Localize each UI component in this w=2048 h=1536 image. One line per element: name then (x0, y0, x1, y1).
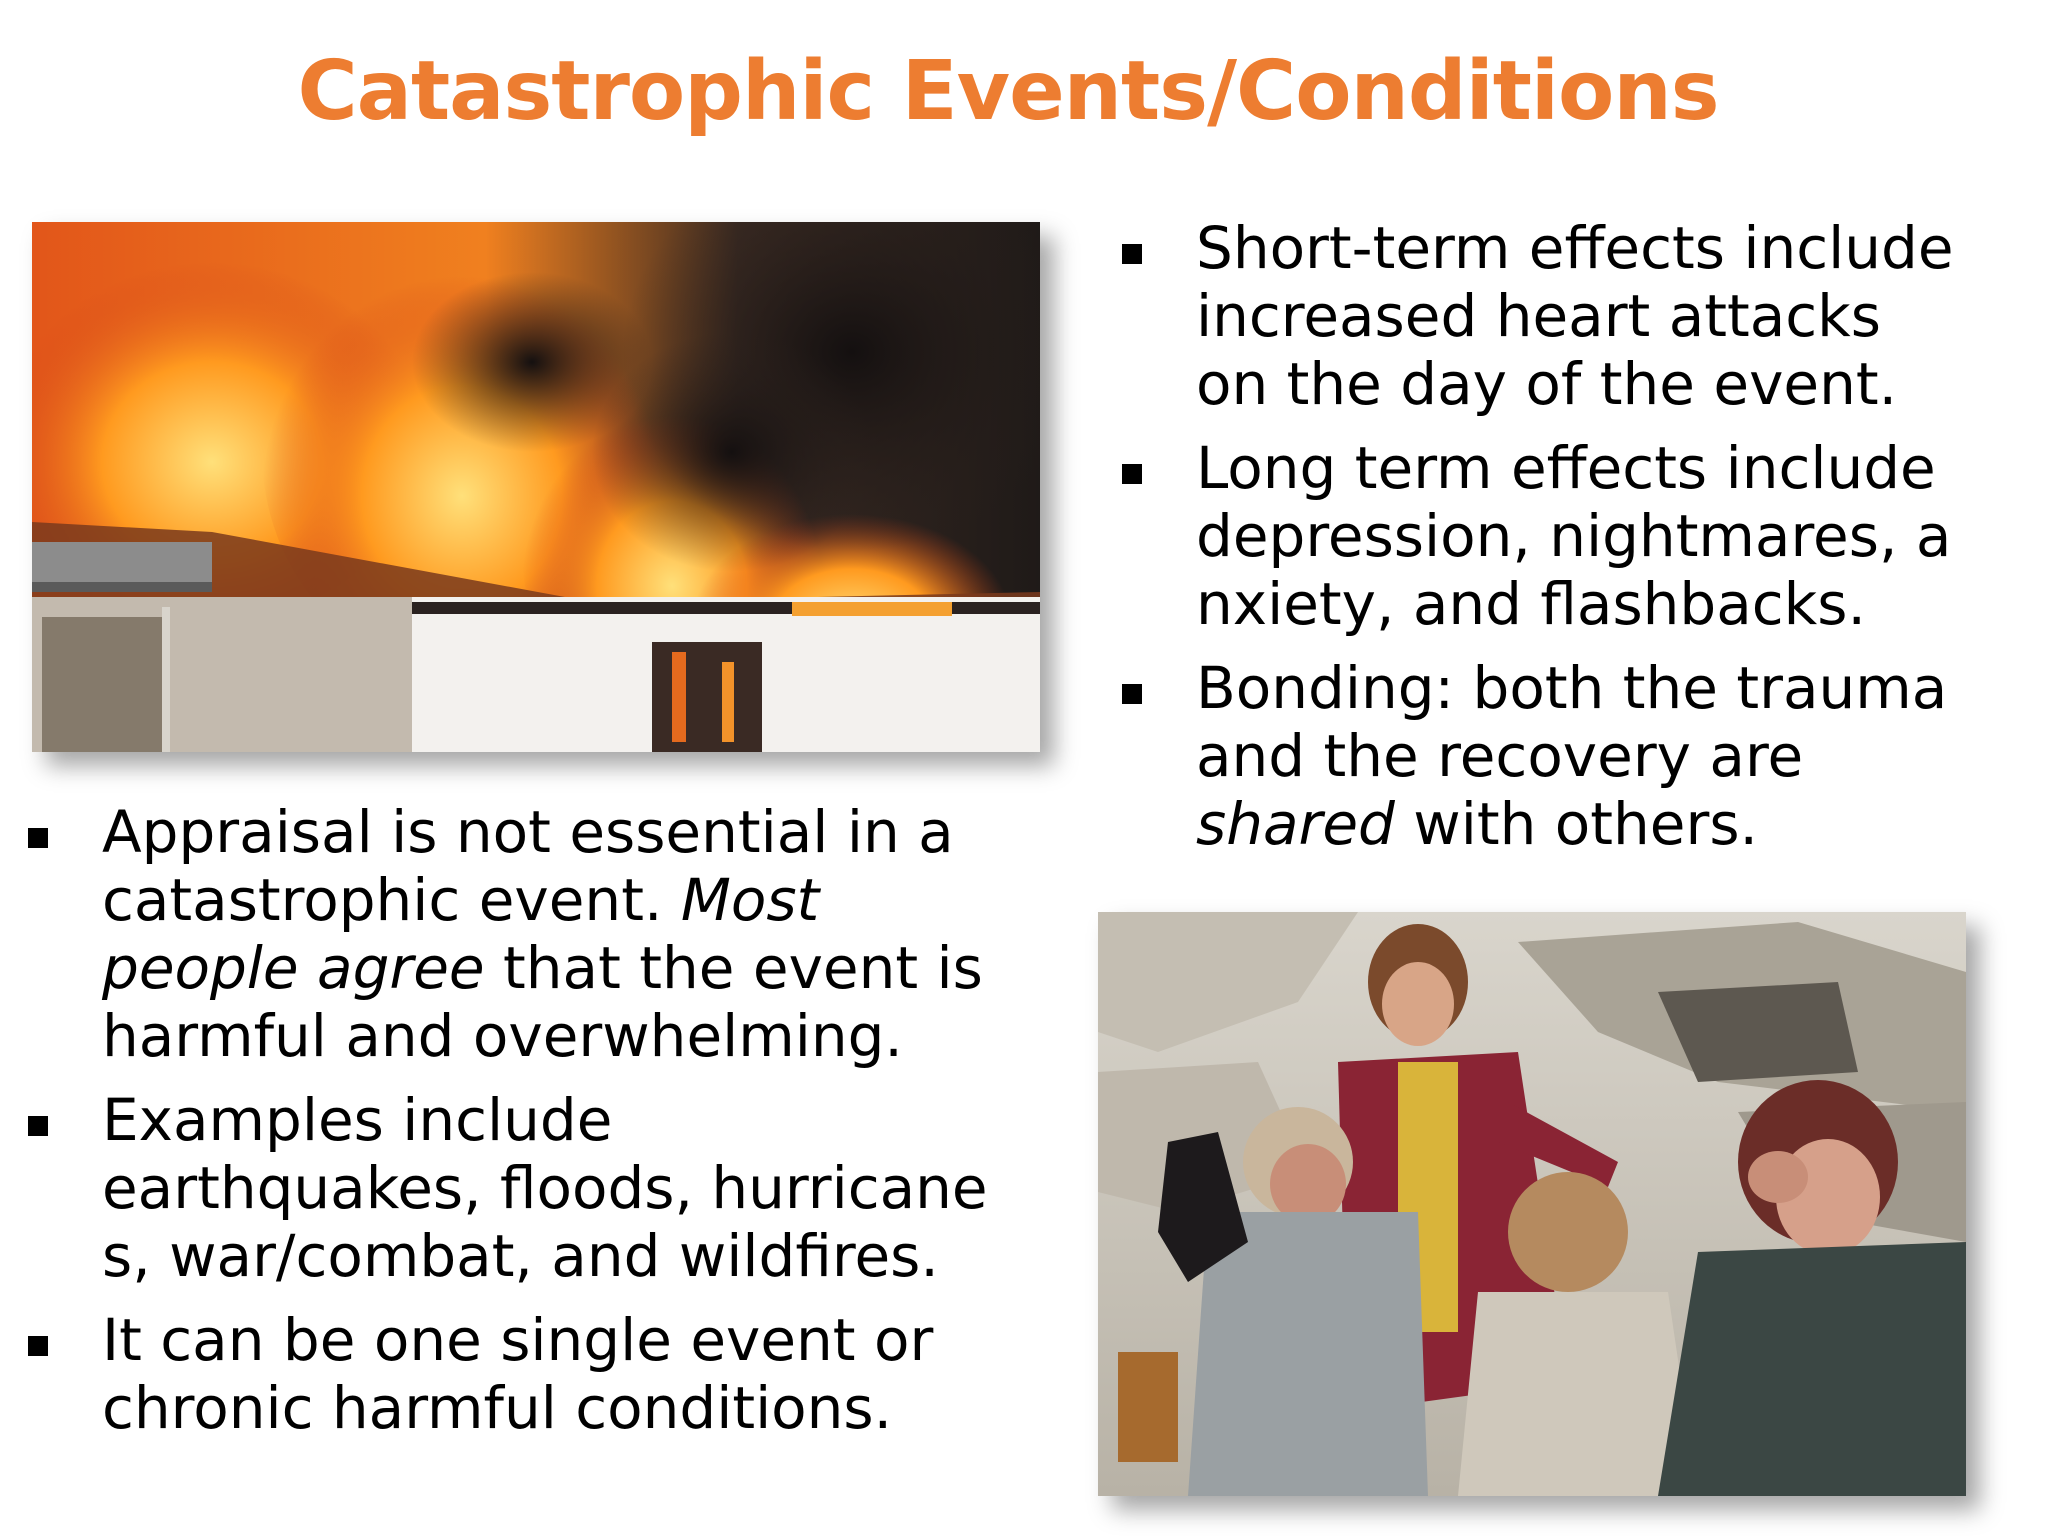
list-item (1122, 434, 2022, 638)
burning-house-photo (32, 222, 1040, 752)
bullet-line: earthquakes, floods, hurricane (102, 1154, 988, 1222)
distressed-people-photo (1098, 912, 1966, 1496)
square-bullet-icon (28, 828, 48, 848)
list-item (28, 798, 1038, 1070)
list-item (1122, 214, 2022, 418)
bullet-text: with others. (1394, 790, 1758, 858)
bullet-line: and the recovery are (1196, 722, 1804, 790)
list-item (1122, 654, 2022, 858)
bullet-line: on the day of the event. (1196, 350, 1898, 418)
square-bullet-icon (28, 1116, 48, 1136)
square-bullet-icon (1122, 684, 1142, 704)
emphasis-text: shared (1196, 790, 1395, 858)
list-item (28, 1086, 1038, 1290)
bullet-line: Long term effects include (1196, 434, 1936, 502)
bullet-line: Bonding: both the trauma (1196, 654, 1948, 722)
bullet-line: harmful and overwhelming. (102, 1002, 903, 1070)
burning-house-illustration (32, 222, 1040, 752)
bullet-line (102, 866, 1038, 934)
bullet-text: that the event is (484, 934, 983, 1002)
bullet-line: chronic harmful conditions. (102, 1374, 893, 1442)
emphasis-text: people agree (102, 934, 485, 1002)
bullet-line: Appraisal is not essential in a (102, 798, 954, 866)
bullet-line: increased heart attacks (1196, 282, 1881, 350)
bullet-line: Examples include (102, 1086, 613, 1154)
slide-title: Catastrophic Events/Conditions (297, 44, 1719, 139)
bullet-line: nxiety, and flashbacks. (1196, 570, 1866, 638)
emphasis-text: Most (680, 866, 820, 934)
square-bullet-icon (1122, 244, 1142, 264)
square-bullet-icon (28, 1336, 48, 1356)
distressed-people-illustration (1098, 912, 1966, 1496)
bullet-line (1196, 790, 2022, 858)
bullet-line: It can be one single event or (102, 1306, 934, 1374)
bullet-line: depression, nightmares, a (1196, 502, 1952, 570)
bullet-line: s, war/combat, and wildfires. (102, 1222, 939, 1290)
bullet-text: catastrophic event. (102, 866, 681, 934)
appraisal-bullet-list (28, 798, 1038, 1458)
bullet-line: Short-term effects include (1196, 214, 1954, 282)
list-item (28, 1306, 1038, 1442)
bullet-line (102, 934, 1038, 1002)
effects-bullet-list (1122, 214, 2022, 874)
square-bullet-icon (1122, 464, 1142, 484)
